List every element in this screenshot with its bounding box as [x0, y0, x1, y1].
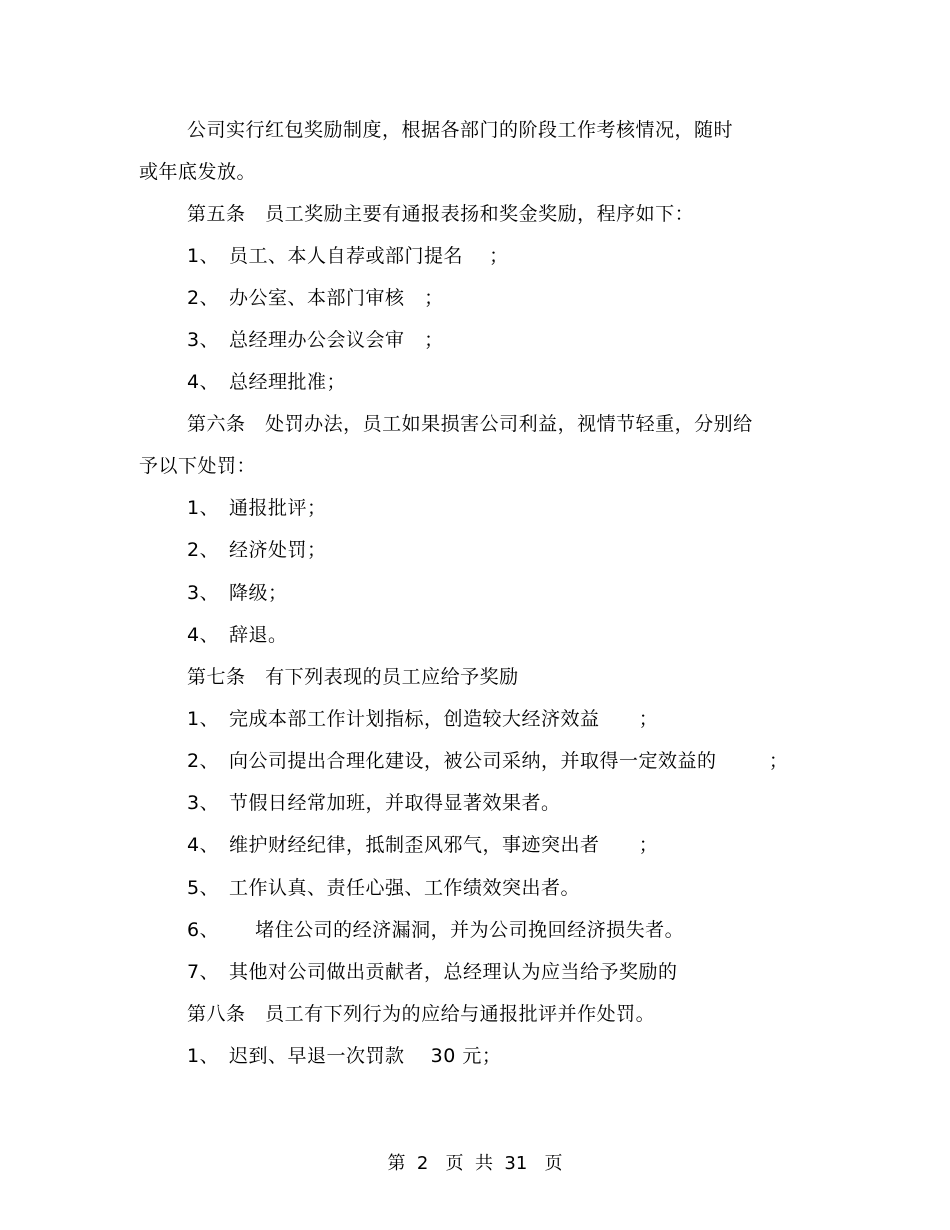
- list-text: 维护财经纪律，抵制歪风邪气，事迹突出者 ；: [229, 834, 659, 856]
- list-item: [187, 791, 561, 815]
- list-text: 员工、本人自荐或部门提名 ；: [229, 245, 509, 267]
- list-number: 7、: [187, 961, 220, 983]
- list-number: 3、: [187, 329, 220, 351]
- list-item: [187, 370, 346, 394]
- article-heading: 第八条 员工有下列行为的应给与通报批评并作处罚。: [187, 1003, 656, 1025]
- list-item: [187, 581, 288, 605]
- article-heading: 第六条 处罚办法，员工如果损害公司利益，视情节轻重，分别给: [187, 413, 753, 435]
- list-text: 向公司提出合理化建设，被公司采纳，并取得一定效益的 ；: [229, 750, 789, 772]
- list-item: [187, 1044, 501, 1068]
- list-text: 降级；: [229, 582, 288, 604]
- list-text: 总经理办公会议会审 ；: [229, 329, 444, 351]
- list-number: 3、: [187, 582, 220, 604]
- list-text: 办公室、本部门审核 ；: [229, 287, 444, 309]
- list-text: 工作认真、责任心强、工作绩效突出者。: [229, 877, 581, 899]
- list-text: 节假日经常加班，并取得显著效果者。: [229, 792, 561, 814]
- list-number: 4、: [187, 371, 220, 393]
- list-number: 6、: [187, 919, 220, 941]
- list-text: 经济处罚；: [229, 539, 327, 561]
- list-number: 2、: [187, 750, 220, 772]
- list-number: 3、: [187, 792, 220, 814]
- article-heading: 第七条 有下列表现的员工应给予奖励: [187, 666, 519, 688]
- list-item: [187, 538, 327, 562]
- list-text: 总经理批准；: [229, 371, 347, 393]
- list-number: 1、: [187, 1045, 220, 1067]
- list-item: [187, 623, 288, 647]
- list-text: 其他对公司做出贡献者，总经理认为应当给予奖励的: [229, 961, 678, 983]
- list-item: [187, 244, 509, 268]
- list-item: [187, 749, 788, 773]
- list-text: 完成本部工作计划指标，创造较大经济效益 ；: [229, 708, 659, 730]
- list-item: [187, 328, 444, 352]
- article-heading: 第五条 员工奖励主要有通报表扬和奖金奖励，程序如下：: [187, 203, 695, 225]
- list-text: 通报批评；: [229, 497, 327, 519]
- list-number: 1、: [187, 245, 220, 267]
- list-number: 1、: [187, 708, 220, 730]
- list-item: [187, 286, 444, 310]
- paragraph-continuation: 或年底发放。: [139, 161, 257, 183]
- paragraph: 公司实行红包奖励制度，根据各部门的阶段工作考核情况，随时: [187, 119, 734, 141]
- list-number: 2、: [187, 287, 220, 309]
- list-item: [187, 707, 658, 731]
- list-item: [187, 876, 580, 900]
- page-footer: 第 2 页 共 31 页: [387, 1153, 563, 1174]
- list-text: 堵住公司的经济漏洞，并为公司挽回经济损失者。: [229, 919, 685, 941]
- list-number: 5、: [187, 877, 220, 899]
- list-text: 迟到、早退一次罚款 30 元；: [229, 1045, 502, 1067]
- paragraph-continuation: 予以下处罚：: [139, 455, 257, 477]
- list-number: 4、: [187, 834, 220, 856]
- list-item: [187, 833, 658, 857]
- list-number: 1、: [187, 497, 220, 519]
- list-item: [187, 496, 327, 520]
- list-item: [187, 960, 678, 984]
- list-text: 辞退。: [229, 624, 288, 646]
- list-number: 4、: [187, 624, 220, 646]
- list-item: [187, 918, 684, 942]
- list-number: 2、: [187, 539, 220, 561]
